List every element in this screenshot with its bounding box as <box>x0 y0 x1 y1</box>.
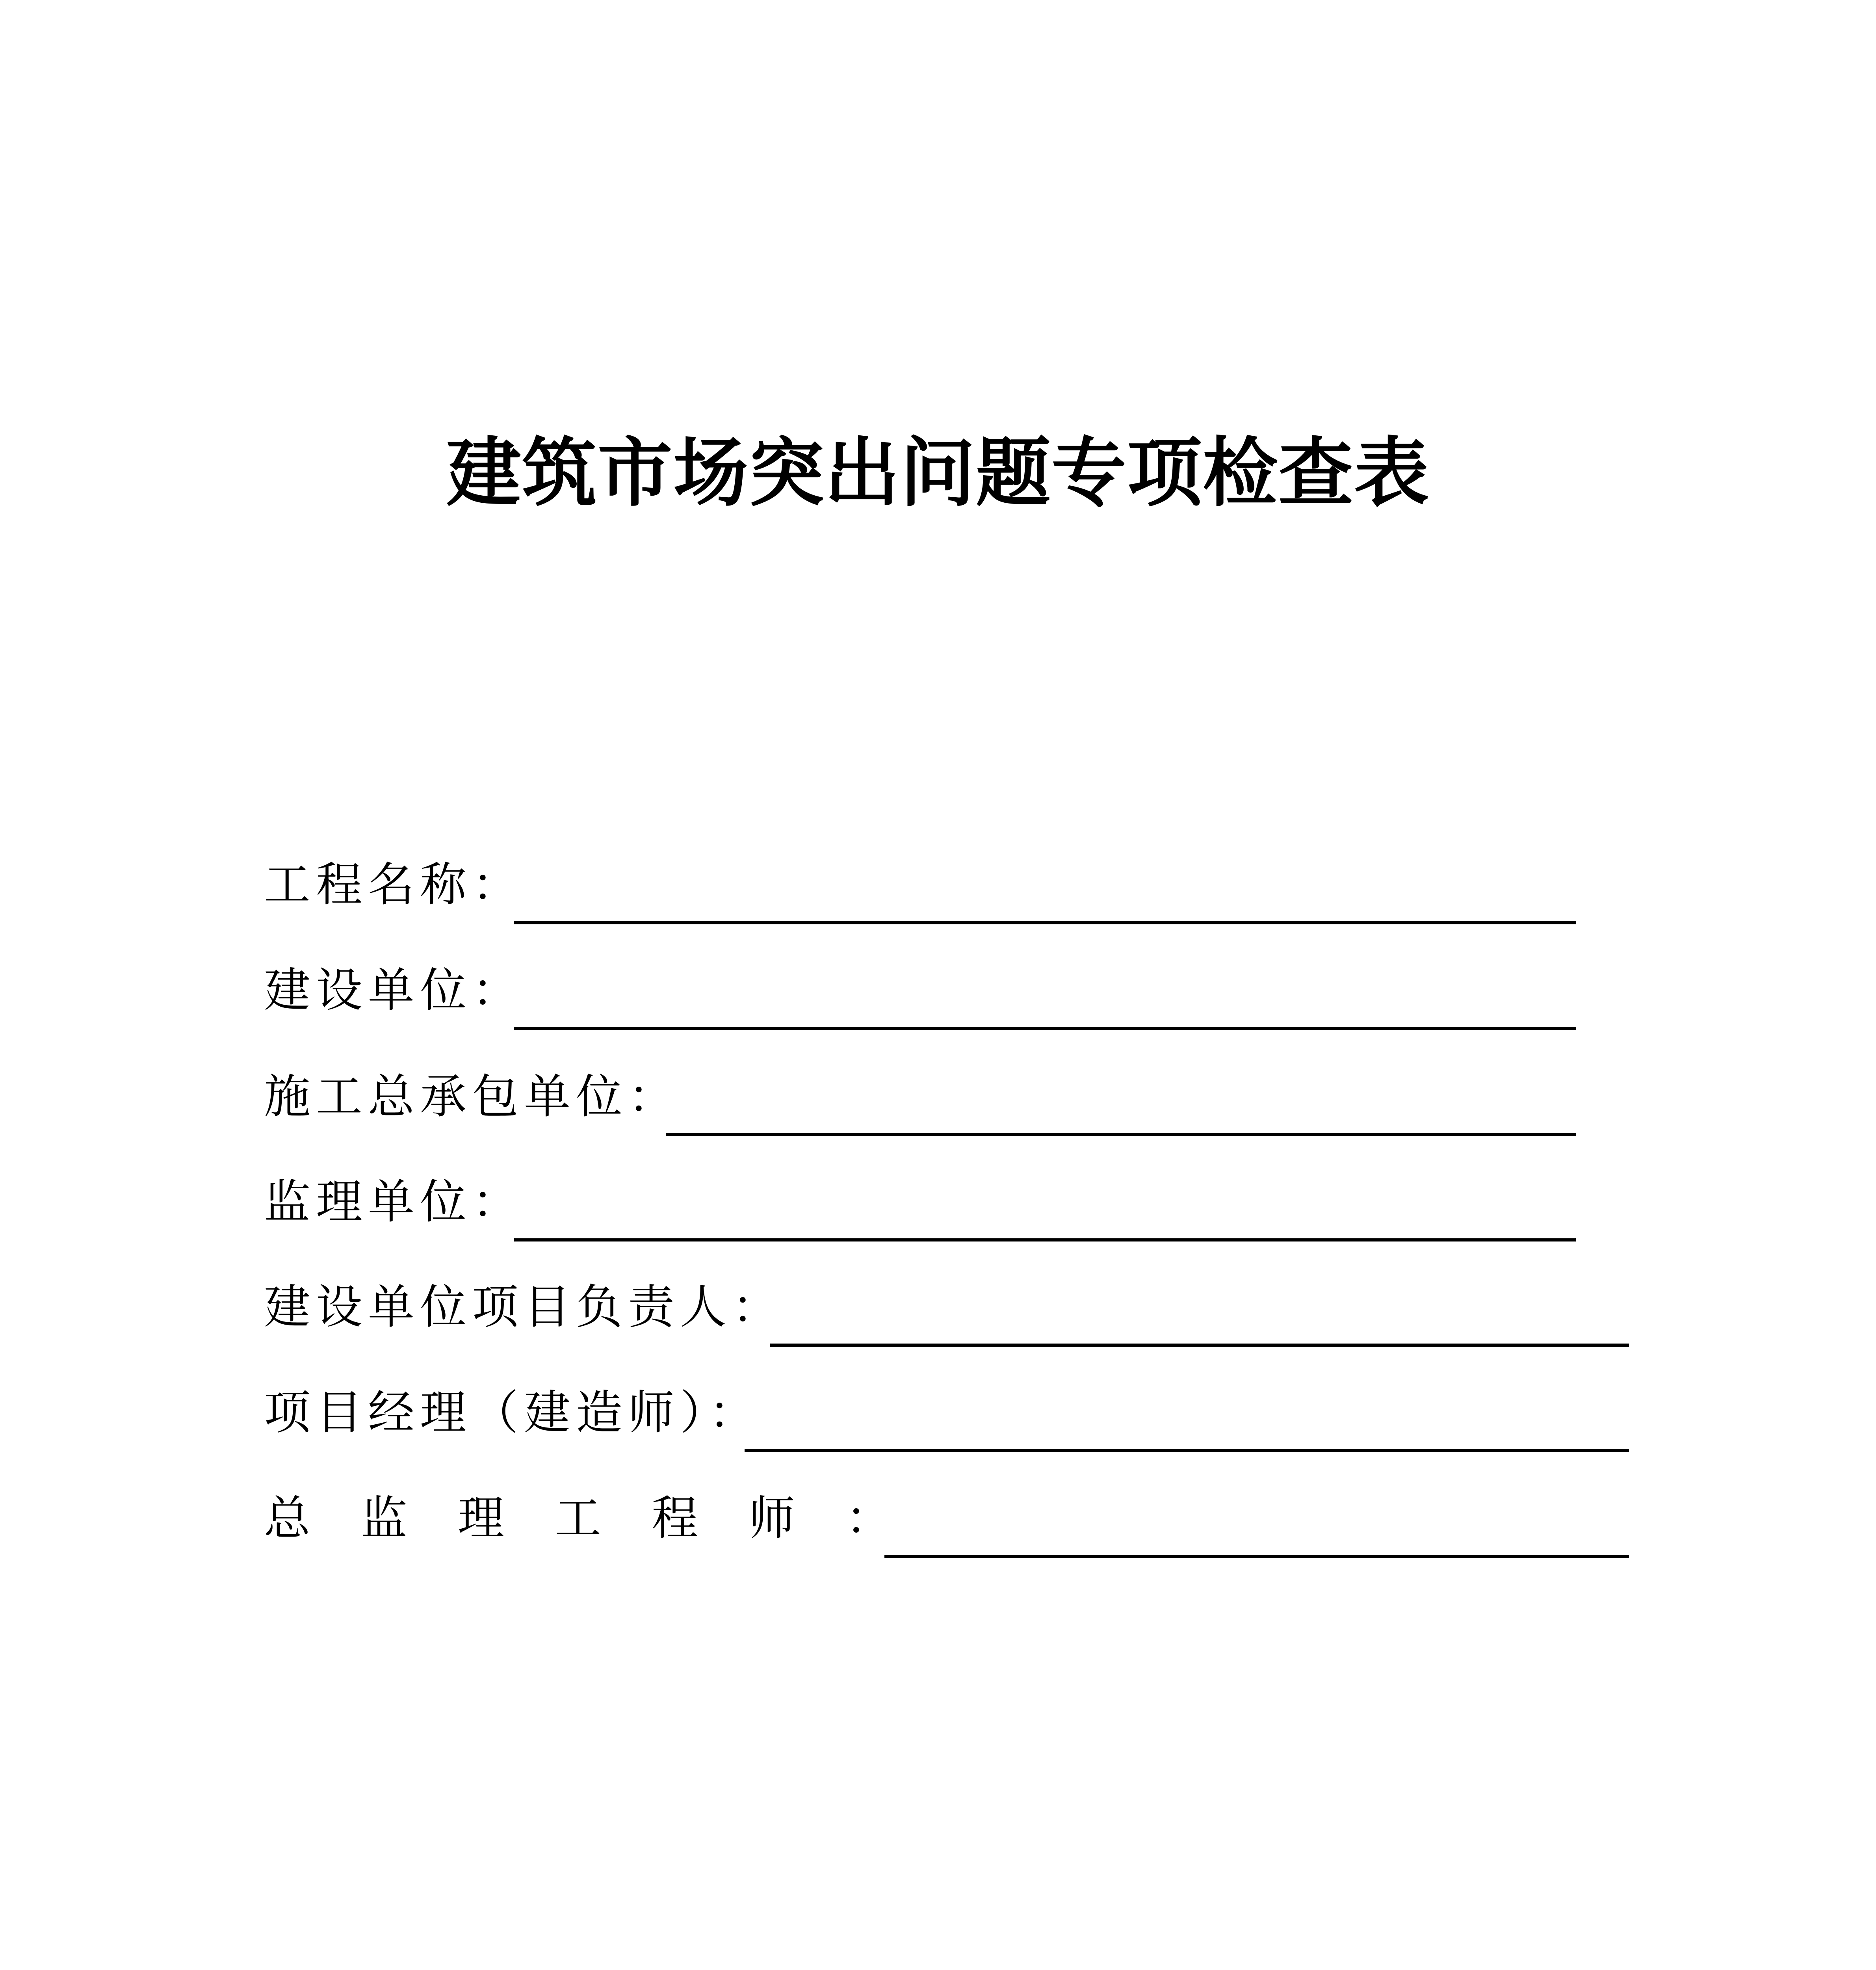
chief-supervisor-field[interactable] <box>884 1555 1629 1558</box>
construction-unit-field[interactable] <box>514 1027 1576 1030</box>
project-manager-field[interactable] <box>745 1449 1629 1452</box>
supervision-unit-row <box>264 1164 524 1231</box>
project-name-row <box>264 847 524 914</box>
general-contractor-label: 施工总承包单位： <box>264 1069 680 1124</box>
supervision-unit-field[interactable] <box>514 1238 1576 1241</box>
chief-supervisor-row <box>264 1481 942 1548</box>
construction-unit-row <box>264 953 524 1020</box>
project-manager-label: 项目经理（建造师）： <box>264 1385 761 1440</box>
supervision-unit-label: 监理单位： <box>264 1175 524 1229</box>
general-contractor-row <box>264 1059 680 1126</box>
client-project-leader-label: 建设单位项目负责人： <box>264 1280 784 1334</box>
page-title: 建筑市场突出问题专项检查表 <box>446 429 1430 517</box>
client-project-leader-field[interactable] <box>770 1344 1629 1347</box>
project-name-label: 工程名称： <box>264 857 524 912</box>
client-project-leader-row <box>264 1269 784 1336</box>
general-contractor-field[interactable] <box>666 1133 1576 1136</box>
project-manager-row <box>264 1375 761 1442</box>
construction-unit-label: 建设单位： <box>264 963 524 1017</box>
chief-supervisor-label: 总监理工程师： <box>264 1491 943 1545</box>
project-name-field[interactable] <box>514 921 1576 924</box>
